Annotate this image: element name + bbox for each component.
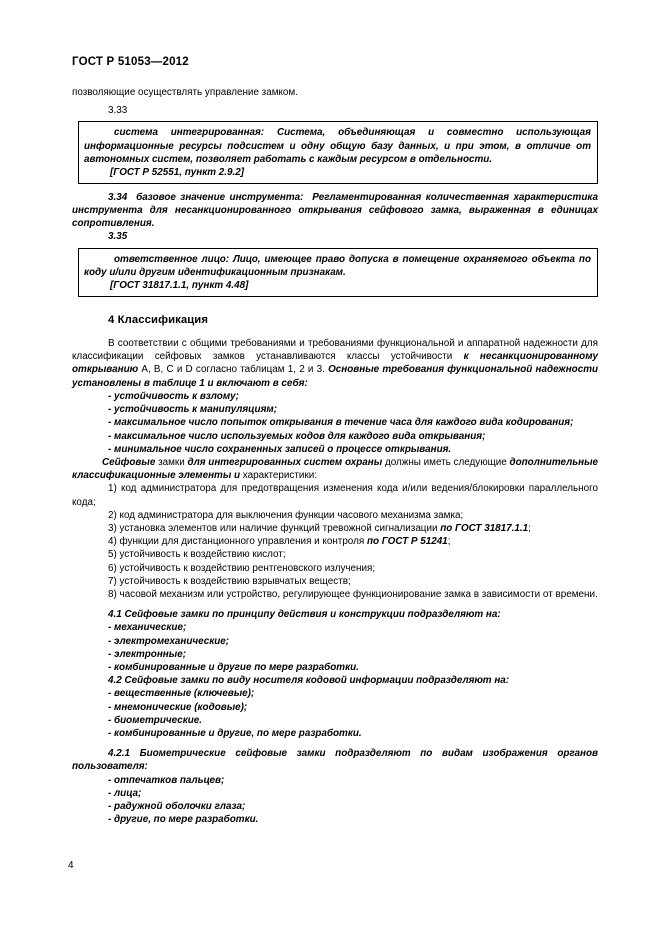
list-item: - устойчивость к манипуляциям; [108, 404, 277, 416]
list-item: - вещественные (ключевые); [108, 688, 255, 700]
list-item: - электронные; [108, 648, 186, 660]
definition-box-3-33 [78, 121, 598, 183]
list-item: - максимальное число попыток открывания в течение часа для каждого вида кодирования; [108, 417, 574, 429]
numbered-item-text: 2) код администратора для выключения функции часового механизма замка; [108, 509, 464, 521]
definition-3-35-text [84, 253, 591, 279]
definition-3-35-source: [ГОСТ 31817.1.1, пункт 4.48] [110, 279, 249, 291]
safe-locks-em3: дополнительные классификационные элементы и [72, 456, 598, 482]
clause-3-34-number: 3.34 [108, 191, 128, 203]
section-4-intro-em1: к несанкционированному открыванию [72, 351, 598, 376]
section-4-intro-em2: Основные требования функциональной надежности установлены в таблице 1 и включают в себя: [72, 364, 599, 389]
numbered-item [72, 509, 598, 522]
safe-locks-plain2: должны иметь следующие [382, 456, 510, 468]
list-item: - другие, по мере разработки. [108, 814, 259, 826]
numbered-item [72, 522, 598, 535]
numbered-item-text: 5) устойчивость к воздействию кислот; [108, 549, 286, 561]
numbered-item [72, 562, 598, 575]
list-item: - устойчивость к взлому; [108, 390, 239, 402]
page-body [72, 86, 598, 826]
page-number: 4 [68, 860, 74, 871]
list-item: - биометрические. [108, 714, 202, 726]
list-item: - минимальное число сохраненных записей о процессе открывания. [108, 443, 452, 455]
definition-3-33-source: [ГОСТ Р 52551, пункт 2.9.2] [110, 166, 244, 178]
list-item: - лица; [108, 787, 142, 799]
numbered-item-text: 1) код администратора для предотвращения изменения кода и/или ведения/блокировки параллельного кода; [72, 483, 598, 508]
clause-4-2-heading: 4.2 Сейфовые замки по виду носителя кодовой информации подразделяют на: [108, 675, 510, 687]
clause-4-1-heading: 4.1 Сейфовые замки по принципу действия и конструкции подразделяют на: [108, 609, 501, 621]
section-title-4: 4 Классификация [108, 313, 209, 326]
numbered-item [72, 548, 598, 561]
list-item: - отпечатков пальцев; [108, 774, 225, 786]
numbered-item-em: по ГОСТ 31817.1.1 [440, 522, 529, 534]
clause-3-34-body: Регламентированная количественная характеристика инструмента для несанкционированного открывания сейфового замка, выраженная в единицах сопротивления. [72, 191, 598, 230]
numbered-item-text: 3) установка элементов или наличие функций тревожной сигнализации [108, 522, 441, 534]
definition-3-33-body: Система, объединяющая и совместно использующая информационные ресурсы подсистем и одну общую базу данных, и при этом, в отличие от автономных систем, позволяет работать с каждым ресурсом в отдельности. [84, 127, 591, 165]
numbered-item [72, 482, 598, 508]
section-4-intro-part2: A, B, C и D согласно таблицам 1, 2 и 3. [138, 364, 329, 376]
list-item: - комбинированные и другие по мере разработки. [108, 661, 359, 673]
definition-3-35-term: ответственное лицо: [114, 253, 230, 265]
clause-3-34 [72, 191, 598, 231]
clause-4-2-1-heading: 4.2.1 Биометрические сейфовые замки подразделяют по видам изображения органов пользователя: [72, 748, 598, 773]
continued-sentence: позволяющие осуществлять управление замком. [72, 87, 298, 98]
list-item: - максимальное число используемых кодов для каждого вида открывания; [108, 430, 486, 442]
definition-3-33-term: система интегрированная: [114, 127, 265, 139]
list-item: - комбинированные и другие, по мере разработки. [108, 727, 362, 739]
numbered-item-text: 7) устойчивость к воздействию взрывчатых веществ; [108, 575, 351, 587]
numbered-item [72, 535, 598, 548]
page-header: ГОСТ Р 51053—2012 [72, 56, 189, 68]
numbered-item-em: по ГОСТ Р 51241 [366, 536, 448, 548]
numbered-item-text: 8) часовой механизм или устройство, регулирующее функционирование замка в зависимости от времени. [108, 588, 598, 600]
numbered-item [72, 575, 598, 588]
list-item: - механические; [108, 622, 187, 634]
numbered-item-text: 6) устойчивость к воздействию рентгеновского излучения; [108, 562, 376, 574]
numbered-item-tail: ; [528, 522, 531, 534]
clause-number-3-35: 3.35 [108, 231, 128, 243]
numbered-item-tail: ; [447, 536, 451, 548]
list-item: - радужной оболочки глаза; [108, 800, 246, 812]
safe-locks-em1: Сейфовые [102, 456, 156, 468]
safe-locks-requirements-line [72, 456, 598, 482]
clause-number-3-33: 3.33 [108, 105, 128, 117]
safe-locks-plain3: характеристики: [240, 470, 317, 482]
definition-box-3-35 [78, 248, 598, 297]
definition-3-35-body: Лицо, имеющее право допуска в помещение охраняемого объекта по коду и/или другим идентификационным признакам. [84, 253, 591, 278]
list-item: - мнемонические (кодовые); [108, 701, 248, 713]
safe-locks-em2: для интегрированных систем охраны [187, 456, 383, 468]
numbered-item-text: 4) функции для дистанционного управления и контроля [108, 536, 367, 548]
definition-3-33-text [84, 126, 591, 165]
section-4-intro-part1: В соответствии с общими требованиями и требованиями функциональной и аппаратной надежности для классификации сейфовых замков устанавливаются классы устойчивости [72, 338, 598, 363]
section-4-intro [72, 337, 598, 390]
safe-locks-plain1: замки [155, 456, 188, 468]
numbered-item [72, 588, 598, 601]
list-item: - электромеханические; [108, 635, 230, 647]
clause-3-34-term: базовое значение инструмента: [136, 191, 304, 203]
